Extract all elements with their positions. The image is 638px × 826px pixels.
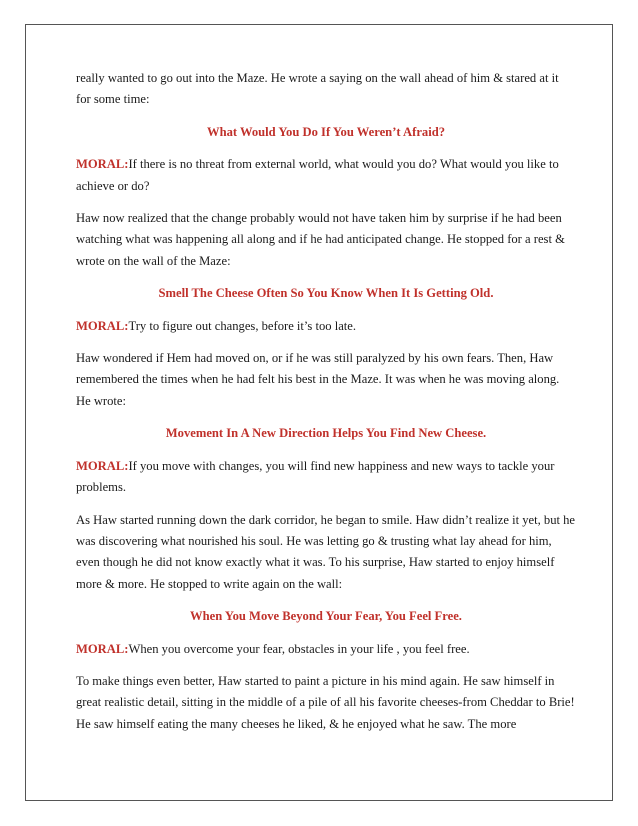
paragraph-4: As Haw started running down the dark corridor, he began to smile. Haw didn’t realize it yet, but he was discovering what nourished his soul. He was letting go & trusting what lay ahead for him, even though he did not know exactly what it was. To his surprise, Haw started to enjoy himself more & more. He stopped to write again on the wall: — [76, 512, 576, 591]
moral-2 — [76, 316, 576, 337]
moral-label: MORAL: — [76, 157, 129, 172]
moral-text: If you move with changes, you will find new happiness and new ways to tackle your problems. — [76, 458, 555, 495]
document-body — [76, 68, 576, 746]
moral-label: MORAL: — [76, 458, 129, 473]
saying-heading-2: Smell The Cheese Often So You Know When It Is Getting Old. — [158, 286, 494, 301]
moral-label: MORAL: — [76, 318, 129, 333]
moral-1 — [76, 154, 576, 197]
moral-label: MORAL: — [76, 641, 129, 656]
moral-text: If there is no threat from external world, what would you do? What would you like to achieve or do? — [76, 157, 559, 193]
paragraph-5: To make things even better, Haw started to paint a picture in his mind again. He saw himself in great realistic detail, sitting in the middle of a pile of all his favorite cheeses-from Cheddar to Brie! He saw himself eating the many cheeses he liked, & he enjoyed what he saw. The more — [76, 673, 575, 731]
paragraph-1: really wanted to go out into the Maze. He wrote a saying on the wall ahead of him & stared at it for some time: — [76, 71, 559, 107]
moral-text: When you overcome your fear, obstacles in your life , you feel free. — [128, 641, 470, 656]
paragraph-2: Haw now realized that the change probably would not have taken him by surprise if he had been watching what was happening all along and if he had anticipated change. He stopped for a rest & wrote on the wall of the Maze: — [76, 211, 565, 268]
moral-4 — [76, 639, 576, 660]
saying-heading-1: What Would You Do If You Weren’t Afraid? — [206, 124, 446, 139]
moral-text: Try to figure out changes, before it’s too late. — [128, 318, 357, 333]
saying-heading-4: When You Move Beyond Your Fear, You Feel Free. — [190, 609, 462, 624]
paragraph-3: Haw wondered if Hem had moved on, or if he was still paralyzed by his own fears. Then, Haw remembered the times when he had felt his best in the Maze. It was when he was moving along. He wrote: — [76, 351, 560, 408]
moral-3 — [76, 456, 576, 499]
saying-heading-3: Movement In A New Direction Helps You Find New Cheese. — [165, 426, 487, 441]
